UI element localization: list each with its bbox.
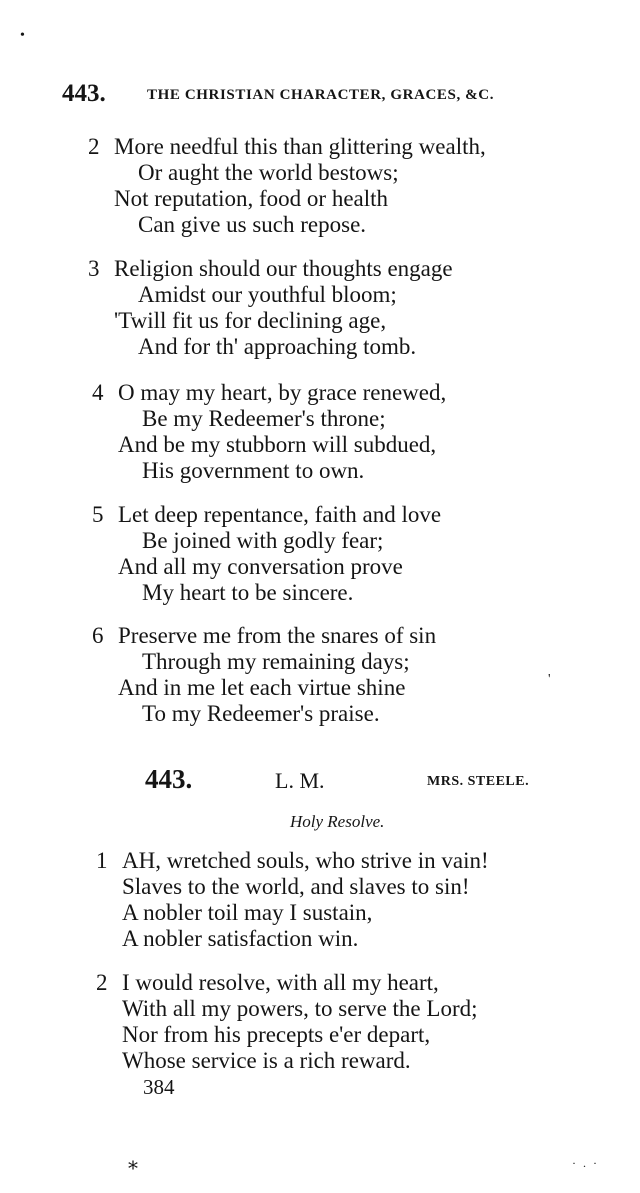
- verse-line: 'Twill fit us for declining age,: [114, 308, 387, 333]
- verse-line: I would resolve, with all my heart,: [122, 970, 439, 995]
- hymn-heading: [145, 764, 565, 800]
- verse-line: Or aught the world bestows;: [138, 160, 399, 185]
- verse-line: Whose service is a rich reward.: [122, 1048, 411, 1073]
- hymn-stanza-2: [96, 970, 478, 1074]
- stanza-number: 4: [92, 380, 104, 405]
- hymn-author: MRS. STEELE.: [427, 774, 530, 789]
- verse-line: My heart to be sincere.: [142, 580, 354, 605]
- stanza-number: 2: [88, 134, 100, 159]
- verse-line: AH, wretched souls, who strive in vain!: [122, 848, 489, 873]
- stanza-3: [88, 256, 453, 360]
- verse-line: Slaves to the world, and slaves to sin!: [122, 874, 470, 899]
- verse-line: A nobler satisfaction win.: [122, 926, 359, 951]
- verse-line: Through my remaining days;: [142, 649, 410, 674]
- verse-line: More needful this than glittering wealth,: [114, 134, 486, 159]
- verse-line: Preserve me from the snares of sin: [118, 623, 437, 648]
- stanza-5: [92, 502, 441, 606]
- ink-speck: •: [20, 28, 25, 43]
- hymn-number: 443.: [145, 764, 193, 794]
- running-header: [62, 80, 562, 114]
- verse-line: Let deep repentance, faith and love: [118, 502, 442, 527]
- verse-line: Nor from his precepts e'er depart,: [122, 1022, 431, 1047]
- hymn-meter: L. M.: [275, 768, 325, 793]
- stanza-number: 5: [92, 502, 104, 527]
- stanza-6: [92, 623, 436, 727]
- ink-speck: · . ·: [572, 1156, 599, 1170]
- verse-line: Be joined with godly fear;: [142, 528, 384, 553]
- ink-speck: ': [548, 672, 551, 687]
- stanza-number: 6: [92, 623, 104, 648]
- verse-line: Religion should our thoughts engage: [114, 256, 453, 281]
- verse-line: And be my stubborn will subdued,: [118, 432, 437, 457]
- verse-line: To my Redeemer's praise.: [142, 701, 380, 726]
- verse-line: And all my conversation prove: [118, 554, 403, 579]
- header-title: THE CHRISTIAN CHARACTER, GRACES, &C.: [147, 87, 495, 103]
- hymn-stanza-1: [96, 848, 489, 952]
- stanza-4: [92, 380, 446, 484]
- verse-line: His government to own.: [142, 458, 365, 483]
- verse-line: Can give us such repose.: [138, 212, 367, 237]
- stanza-2: [88, 134, 486, 238]
- stanza-number: 2: [96, 970, 108, 995]
- verse-line: And for th' approaching tomb.: [138, 334, 417, 359]
- verse-line: Not reputation, food or health: [114, 186, 389, 211]
- verse-line: Amidst our youthful bloom;: [138, 282, 397, 307]
- verse-line: A nobler toil may I sustain,: [122, 900, 373, 925]
- ink-blot: ⁎: [128, 1152, 138, 1174]
- stanza-number: 1: [96, 848, 108, 873]
- verse-line: O may my heart, by grace renewed,: [118, 380, 447, 405]
- page-number: 384: [143, 1075, 175, 1099]
- verse-line: Be my Redeemer's throne;: [142, 406, 386, 431]
- stanza-number: 3: [88, 256, 100, 281]
- verse-line: And in me let each virtue shine: [118, 675, 406, 700]
- hymn-subtitle: Holy Resolve.: [290, 812, 385, 831]
- verse-line: With all my powers, to serve the Lord;: [122, 996, 478, 1021]
- header-hymn-number: 443.: [62, 80, 106, 107]
